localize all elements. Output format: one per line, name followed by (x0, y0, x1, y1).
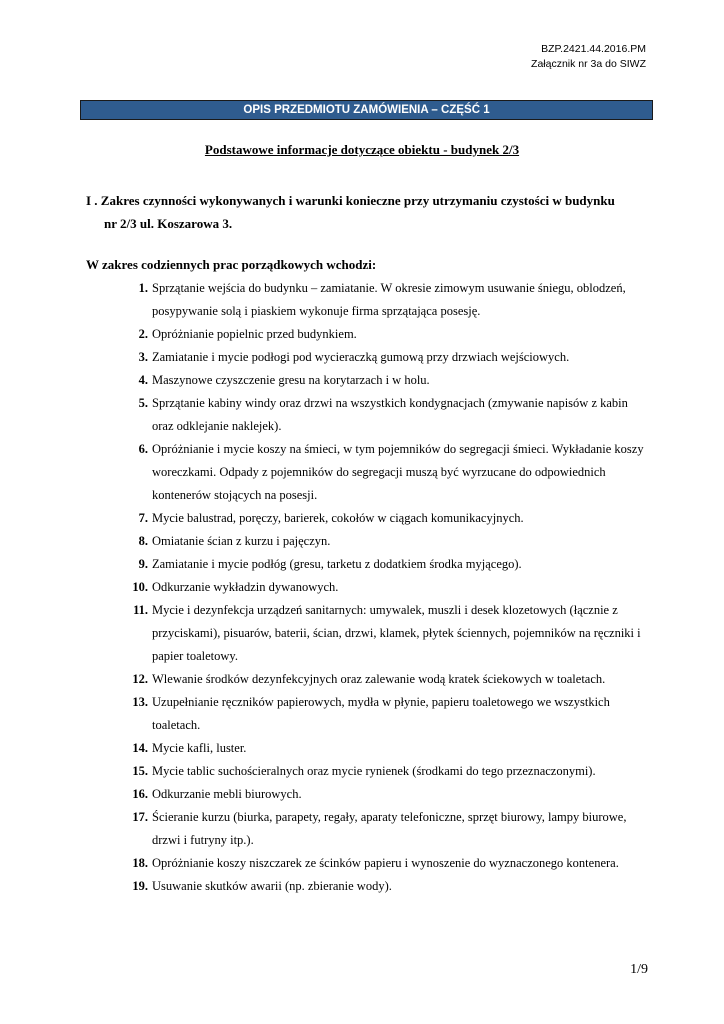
list-item-text: Mycie i dezynfekcja urządzeń sanitarnych: umywalek, muszli i desek klozetowych (łącznie z przyciskami), pisuarów, baterii, ścian, drzwi, klamek, płytek ściennych, pojemników na ręczniki i papier toaletowy. (152, 603, 641, 663)
list-item (110, 277, 650, 323)
list-item-text: Odkurzanie wykładzin dywanowych. (152, 580, 339, 594)
list-item-number: 15. (132, 764, 148, 778)
list-item (110, 599, 650, 668)
list-item-text: Maszynowe czyszczenie gresu na korytarzach i w holu. (152, 373, 430, 387)
list-item-text: Sprzątanie kabiny windy oraz drzwi na wszystkich kondygnacjach (zmywanie napisów z kabin oraz odklejanie naklejek). (152, 396, 628, 433)
list-item-number: 11. (133, 603, 148, 617)
list-item-text: Zamiatanie i mycie podłóg (gresu, tarketu z dodatkiem środka myjącego). (152, 557, 522, 571)
list-lead: W zakres codziennych prac porządkowych wchodzi: (86, 257, 377, 272)
list-item (110, 323, 650, 346)
list-item-number: 10. (132, 580, 148, 594)
list-item-text: Omiatanie ścian z kurzu i pajęczyn. (152, 534, 331, 548)
list-item (110, 392, 650, 438)
list-item-text: Opróżnianie i mycie koszy na śmieci, w tym pojemników do segregacji śmieci. Wykładanie koszy woreczkami. Odpady z pojemników do segregacji muszą być wyrzucane do odpowiednich kontenerów stojących na posesji. (152, 442, 644, 502)
list-item-text: Sprzątanie wejścia do budynku – zamiatanie. W okresie zimowym usuwanie śniegu, oblodzeń, posypywanie solą i piaskiem wykonuje firma sprzątająca posesję. (152, 281, 626, 318)
attachment-label: Załącznik nr 3a do SIWZ (531, 58, 646, 70)
list-item (110, 576, 650, 599)
list-item-number: 12. (132, 672, 148, 686)
section-banner: OPIS PRZEDMIOTU ZAMÓWIENIA – CZĘŚĆ 1 (80, 100, 653, 120)
list-item-text: Mycie balustrad, poręczy, barierek, cokołów w ciągach komunikacyjnych. (152, 511, 524, 525)
list-item (110, 507, 650, 530)
list-item-text: Uzupełnianie ręczników papierowych, mydła w płynie, papieru toaletowego we wszystkich toaletach. (152, 695, 610, 732)
list-item-text: Mycie tablic suchościeralnych oraz mycie rynienek (środkami do tego przeznaczonymi). (152, 764, 596, 778)
list-item (110, 369, 650, 392)
section-heading-line1: I . Zakres czynności wykonywanych i warunki konieczne przy utrzymaniu czystości w budynku (86, 193, 615, 208)
reference-number: BZP.2421.44.2016.PM (541, 43, 646, 55)
list-item (110, 530, 650, 553)
page-number: 1/9 (630, 962, 648, 977)
section-heading-line2: nr 2/3 ul. Koszarowa 3. (104, 216, 233, 231)
list-item-text: Zamiatanie i mycie podłogi pod wycieraczką gumową przy drzwiach wejściowych. (152, 350, 570, 364)
list-item-text: Wlewanie środków dezynfekcyjnych oraz zalewanie wodą kratek ściekowych w toaletach. (152, 672, 606, 686)
list-item-number: 1. (138, 281, 148, 295)
list-item (110, 737, 650, 760)
list-item-text: Usuwanie skutków awarii (np. zbieranie wody). (152, 879, 392, 893)
task-list (110, 277, 650, 898)
list-item (110, 438, 650, 507)
list-item-number: 9. (138, 557, 148, 571)
list-item-number: 13. (132, 695, 148, 709)
list-item (110, 760, 650, 783)
list-item-number: 14. (132, 741, 148, 755)
list-item (110, 691, 650, 737)
list-item-text: Opróżnianie popielnic przed budynkiem. (152, 327, 357, 341)
list-item-text: Mycie kafli, luster. (152, 741, 247, 755)
list-item-number: 18. (132, 856, 148, 870)
list-item-number: 8. (138, 534, 148, 548)
list-item-number: 17. (132, 810, 148, 824)
list-item-number: 2. (138, 327, 148, 341)
list-item (110, 668, 650, 691)
list-item (110, 875, 650, 898)
list-item-text: Opróżnianie koszy niszczarek ze ścinków papieru i wynoszenie do wyznaczonego kontenera. (152, 856, 619, 870)
document-reference (531, 42, 646, 72)
list-item-number: 16. (132, 787, 148, 801)
list-item (110, 852, 650, 875)
list-item-number: 6. (138, 442, 148, 456)
list-item-number: 4. (138, 373, 148, 387)
list-item (110, 783, 650, 806)
page-subtitle: Podstawowe informacje dotyczące obiektu - budynek 2/3 (204, 142, 520, 157)
list-item (110, 346, 650, 369)
list-item-text: Ścieranie kurzu (biurka, parapety, regały, aparaty telefoniczne, sprzęt biurowy, lampy biurowe, drzwi i futryny itp.). (152, 810, 627, 847)
list-item-number: 5. (138, 396, 148, 410)
section-heading (86, 189, 656, 235)
list-item-number: 19. (132, 879, 148, 893)
list-item-number: 3. (138, 350, 148, 364)
list-item-number: 7. (138, 511, 148, 525)
list-item-text: Odkurzanie mebli biurowych. (152, 787, 302, 801)
list-item (110, 806, 650, 852)
list-item (110, 553, 650, 576)
